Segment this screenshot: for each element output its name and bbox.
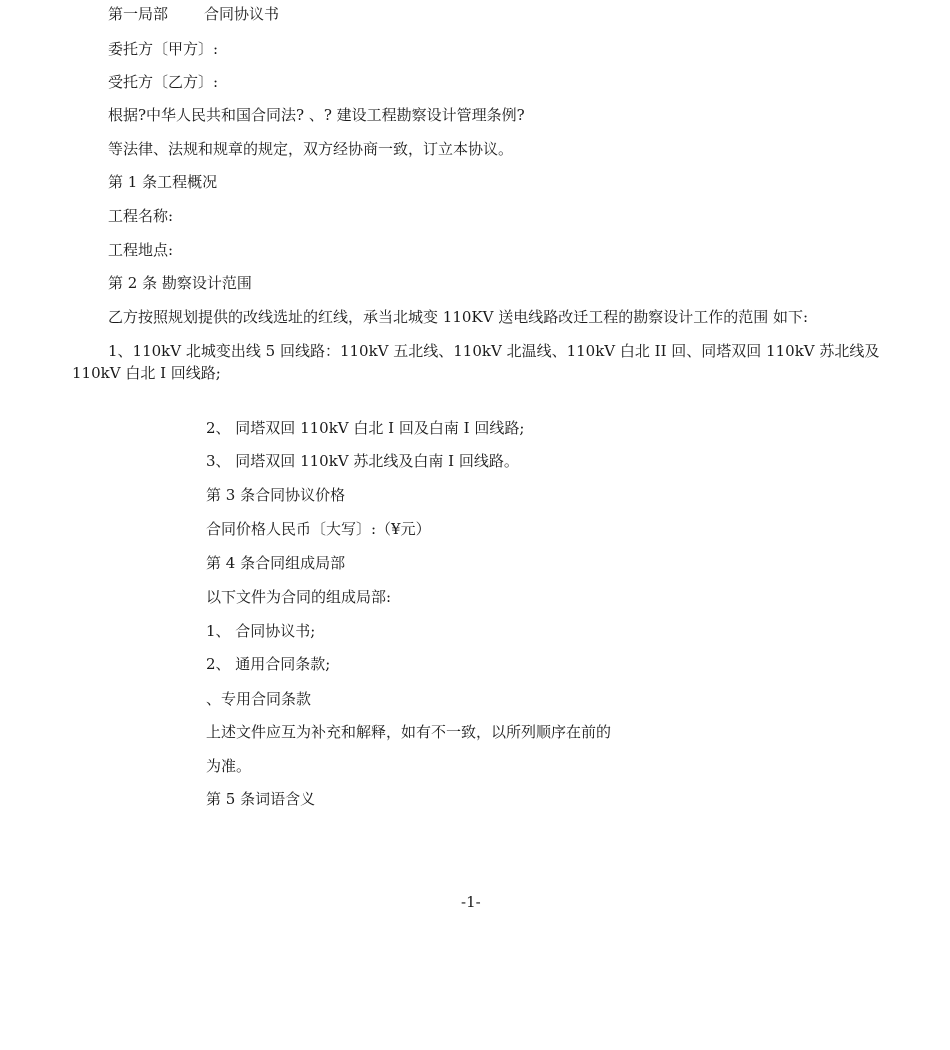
client-party-line: 委托方〔甲方〕: xyxy=(108,40,219,58)
article-4-item-1: 1、 合同协议书; xyxy=(206,622,316,640)
article-2-item-3: 3、 同塔双回 110kV 苏北线及白南 I 回线路。 xyxy=(206,452,519,470)
contractor-party-line: 受托方〔乙方〕: xyxy=(108,73,219,91)
contract-price-line: 合同价格人民币〔大写〕:（¥元） xyxy=(206,520,431,538)
article-4-heading: 第 4 条合同组成局部 xyxy=(206,554,346,572)
preamble-line-2: 等法律、法规和规章的规定，双方经协商一致，订立本协议。 xyxy=(108,140,514,158)
part-label: 第一局部 xyxy=(108,5,169,23)
article-3-heading: 第 3 条合同协议价格 xyxy=(206,486,346,504)
article-4-note-line-1: 上述文件应互为补充和解释，如有不一致，以所列顺序在前的 xyxy=(206,723,612,741)
project-location-label: 工程地点: xyxy=(108,241,174,259)
article-2-item-1: 1、110kV 北城变出线 5 回线路：110kV 五北线、110kV 北温线、110kV 白北 II 回、同塔双回 110kV 苏北线及 110kV 白北 I 回线路; xyxy=(72,342,880,382)
article-4-intro: 以下文件为合同的组成局部: xyxy=(206,588,392,606)
article-5-heading: 第 5 条词语含义 xyxy=(206,790,316,808)
article-2-intro: 乙方按照规划提供的改线选址的红线，承当北城变 110KV 送电线路改迁工程的勘察设计工作的范围 如下: xyxy=(108,308,809,326)
document-title: 合同协议书 xyxy=(204,5,280,23)
preamble-line-1: 根据?中华人民共和国合同法? 、? 建设工程勘察设计管理条例? xyxy=(108,106,525,124)
article-1-heading: 第 1 条工程概况 xyxy=(108,173,218,191)
project-name-label: 工程名称: xyxy=(108,207,174,225)
document-header xyxy=(108,5,279,23)
article-4-item-2: 2、 通用合同条款; xyxy=(206,655,331,673)
article-2-item-2: 2、 同塔双回 110kV 白北 I 回及白南 I 回线路; xyxy=(206,419,525,437)
page-number: -1- xyxy=(461,893,481,911)
article-4-item-3: 、专用合同条款 xyxy=(206,690,312,708)
article-2-heading: 第 2 条 勘察设计范围 xyxy=(108,274,252,292)
article-4-note-line-2: 为准。 xyxy=(206,757,252,775)
